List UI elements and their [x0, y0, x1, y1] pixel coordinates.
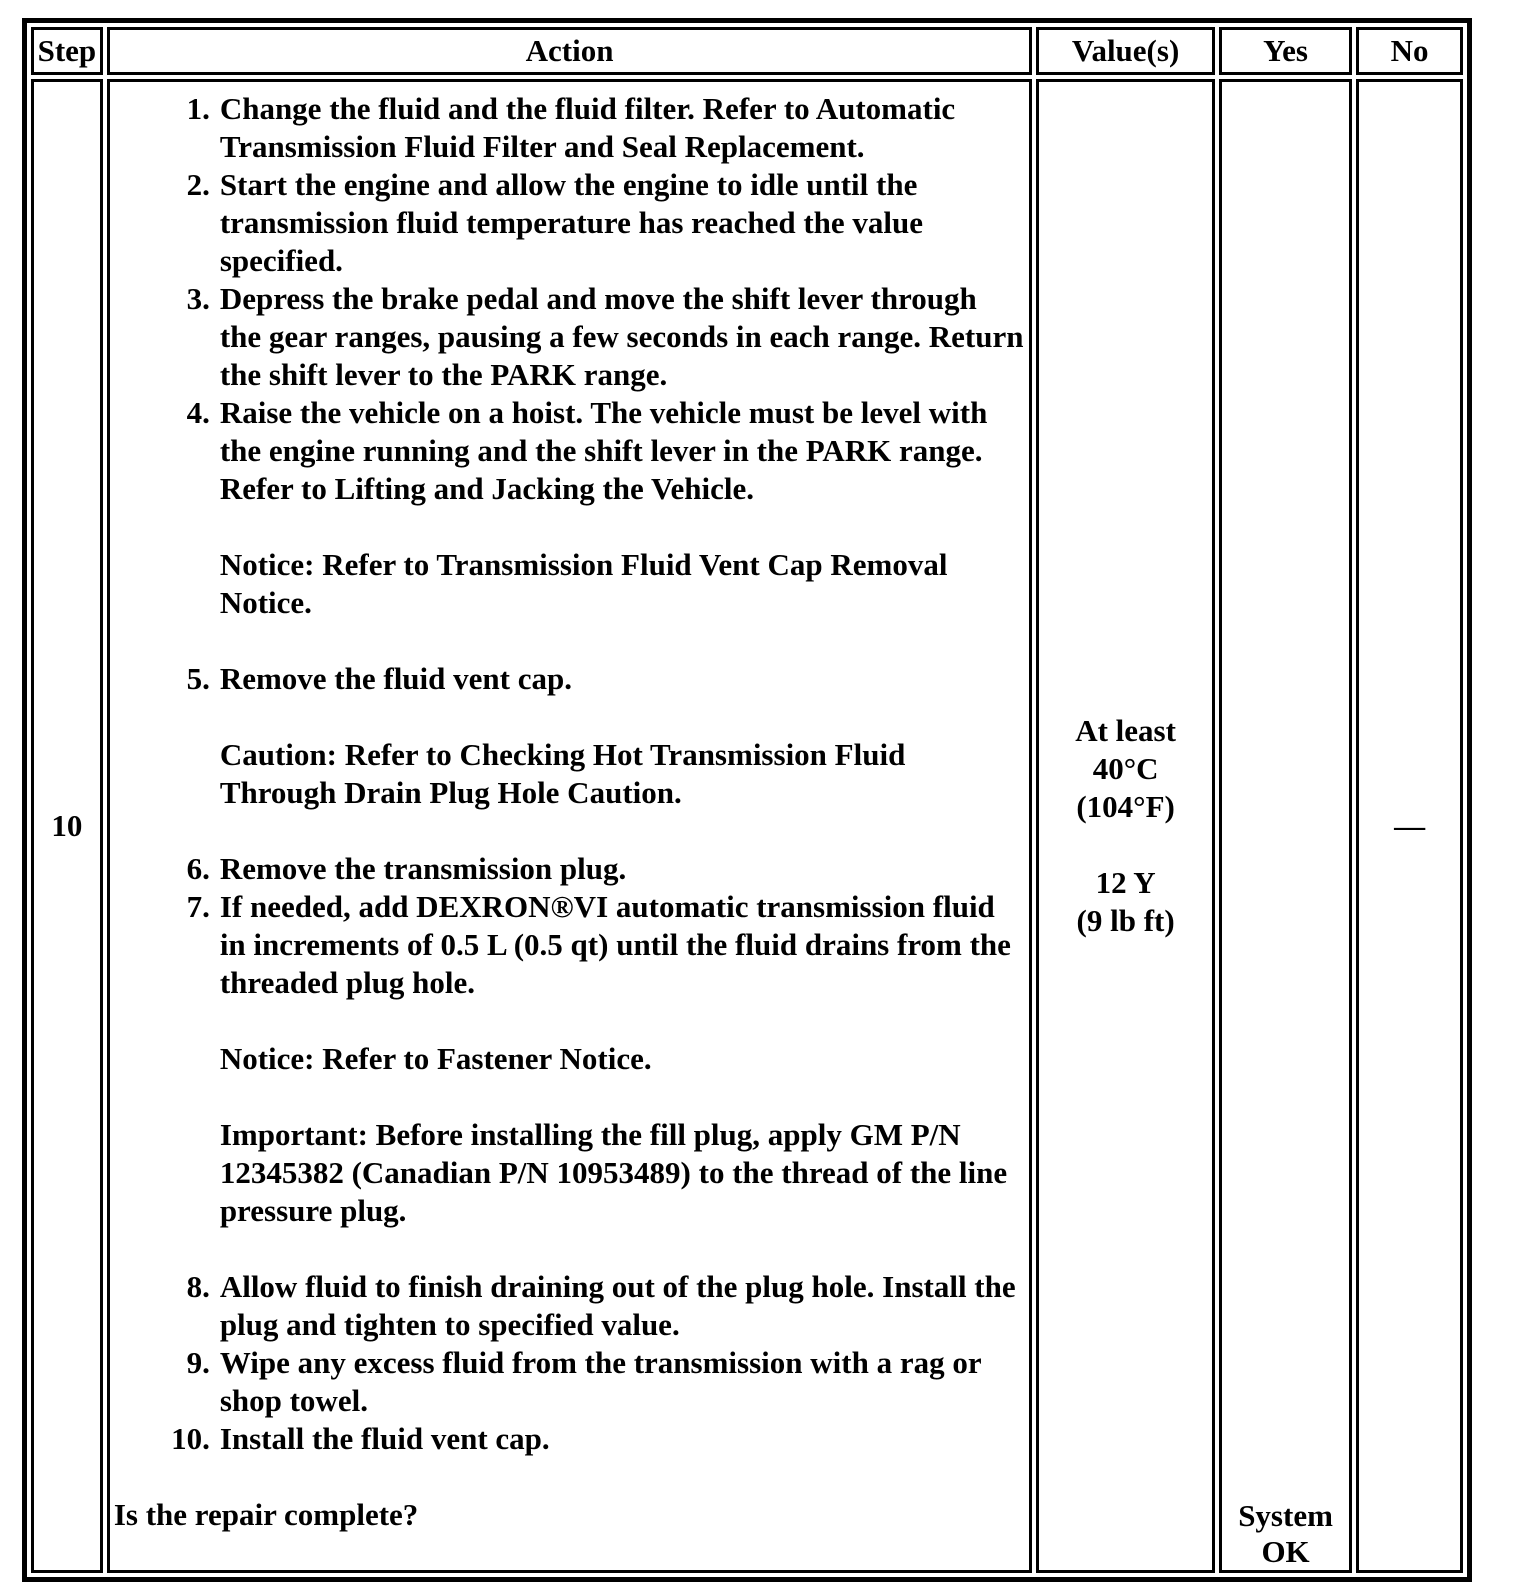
spacer	[110, 1002, 1030, 1040]
step-text: Change the fluid and the fluid filter. Refer to Automatic Transmission Fluid Filter and Seal Replacement.	[219, 91, 956, 164]
step-text: Allow fluid to finish draining out of the plug hole. Install the plug and tighten to specified value.	[219, 1269, 1016, 1342]
spacer	[1039, 826, 1212, 864]
step-index: 6.	[186, 851, 210, 886]
important-note: Important: Before installing the fill plug, apply GM P/N 12345382 (Canadian P/N 10953489) to the thread of the line pressure plug.	[219, 1117, 1008, 1228]
list-item	[110, 280, 1030, 394]
action-cell	[107, 79, 1033, 1573]
step-text: Install the fluid vent cap.	[219, 1421, 550, 1456]
action-steps-list	[110, 90, 1030, 508]
table-row	[31, 79, 1463, 1573]
yes-result-line1: System	[1238, 1498, 1333, 1533]
no-cell: —	[1356, 79, 1463, 1573]
values-cell	[1036, 79, 1215, 1573]
step-number: 10	[31, 79, 103, 1573]
spacer	[110, 622, 1030, 660]
step-index: 7.	[186, 889, 210, 924]
list-item	[110, 90, 1030, 166]
step-index: 10.	[171, 1421, 210, 1456]
temperature-label: At least	[1075, 713, 1176, 748]
step-index: 9.	[186, 1345, 210, 1380]
step-text: Remove the fluid vent cap.	[219, 661, 572, 696]
torque-imperial: (9 lb ft)	[1076, 903, 1175, 938]
header-no: No	[1356, 27, 1463, 75]
repair-question: Is the repair complete?	[113, 1497, 419, 1532]
header-row	[31, 27, 1463, 75]
spacer	[110, 1230, 1030, 1268]
step-text: Depress the brake pedal and move the shift lever through the gear ranges, pausing a few seconds in each range. Return the shift lever to the PARK range.	[219, 281, 1024, 392]
step-text: If needed, add DEXRON®VI automatic transmission fluid in increments of 0.5 L (0.5 qt) until the fluid drains from the threaded plug hole.	[219, 889, 1011, 1000]
torque-metric: 12 Y	[1095, 865, 1156, 900]
header-values: Value(s)	[1036, 27, 1215, 75]
action-steps-list	[110, 850, 1030, 1002]
temperature-celsius: 40°C	[1092, 751, 1159, 786]
step-index: 3.	[186, 281, 210, 316]
step-index: 4.	[186, 395, 210, 430]
action-steps-list	[110, 660, 1030, 698]
step-index: 2.	[186, 167, 210, 202]
spacer	[110, 1078, 1030, 1116]
step-index: 5.	[186, 661, 210, 696]
fastener-notice: Notice: Refer to Fastener Notice.	[219, 1041, 652, 1076]
spacer	[110, 812, 1030, 850]
diagnostic-table	[27, 23, 1467, 1577]
yes-cell	[1219, 79, 1352, 1573]
list-item	[110, 1268, 1030, 1344]
action-steps-list	[110, 1268, 1030, 1458]
list-item	[110, 888, 1030, 1002]
list-item	[110, 1344, 1030, 1420]
list-item	[110, 660, 1030, 698]
diagnostic-table-frame	[22, 18, 1472, 1582]
step-text: Remove the transmission plug.	[219, 851, 627, 886]
step-text: Start the engine and allow the engine to idle until the transmission fluid temperature has reached the value specified.	[219, 167, 924, 278]
header-step: Step	[31, 27, 103, 75]
header-action: Action	[107, 27, 1033, 75]
hot-fluid-caution: Caution: Refer to Checking Hot Transmission Fluid Through Drain Plug Hole Caution.	[219, 737, 906, 810]
list-item	[110, 394, 1030, 508]
vent-cap-notice: Notice: Refer to Transmission Fluid Vent Cap Removal Notice.	[219, 547, 948, 620]
spacer	[110, 508, 1030, 546]
yes-result-line2: OK	[1261, 1534, 1310, 1569]
list-item	[110, 850, 1030, 888]
step-index: 8.	[186, 1269, 210, 1304]
temperature-fahrenheit: (104°F)	[1076, 789, 1175, 824]
list-item	[110, 1420, 1030, 1458]
list-item	[110, 166, 1030, 280]
step-text: Wipe any excess fluid from the transmission with a rag or shop towel.	[219, 1345, 982, 1418]
header-yes: Yes	[1219, 27, 1352, 75]
spacer	[110, 698, 1030, 736]
step-text: Raise the vehicle on a hoist. The vehicle must be level with the engine running and the shift lever in the PARK range. Refer to Lifting and Jacking the Vehicle.	[219, 395, 988, 506]
step-index: 1.	[186, 91, 210, 126]
